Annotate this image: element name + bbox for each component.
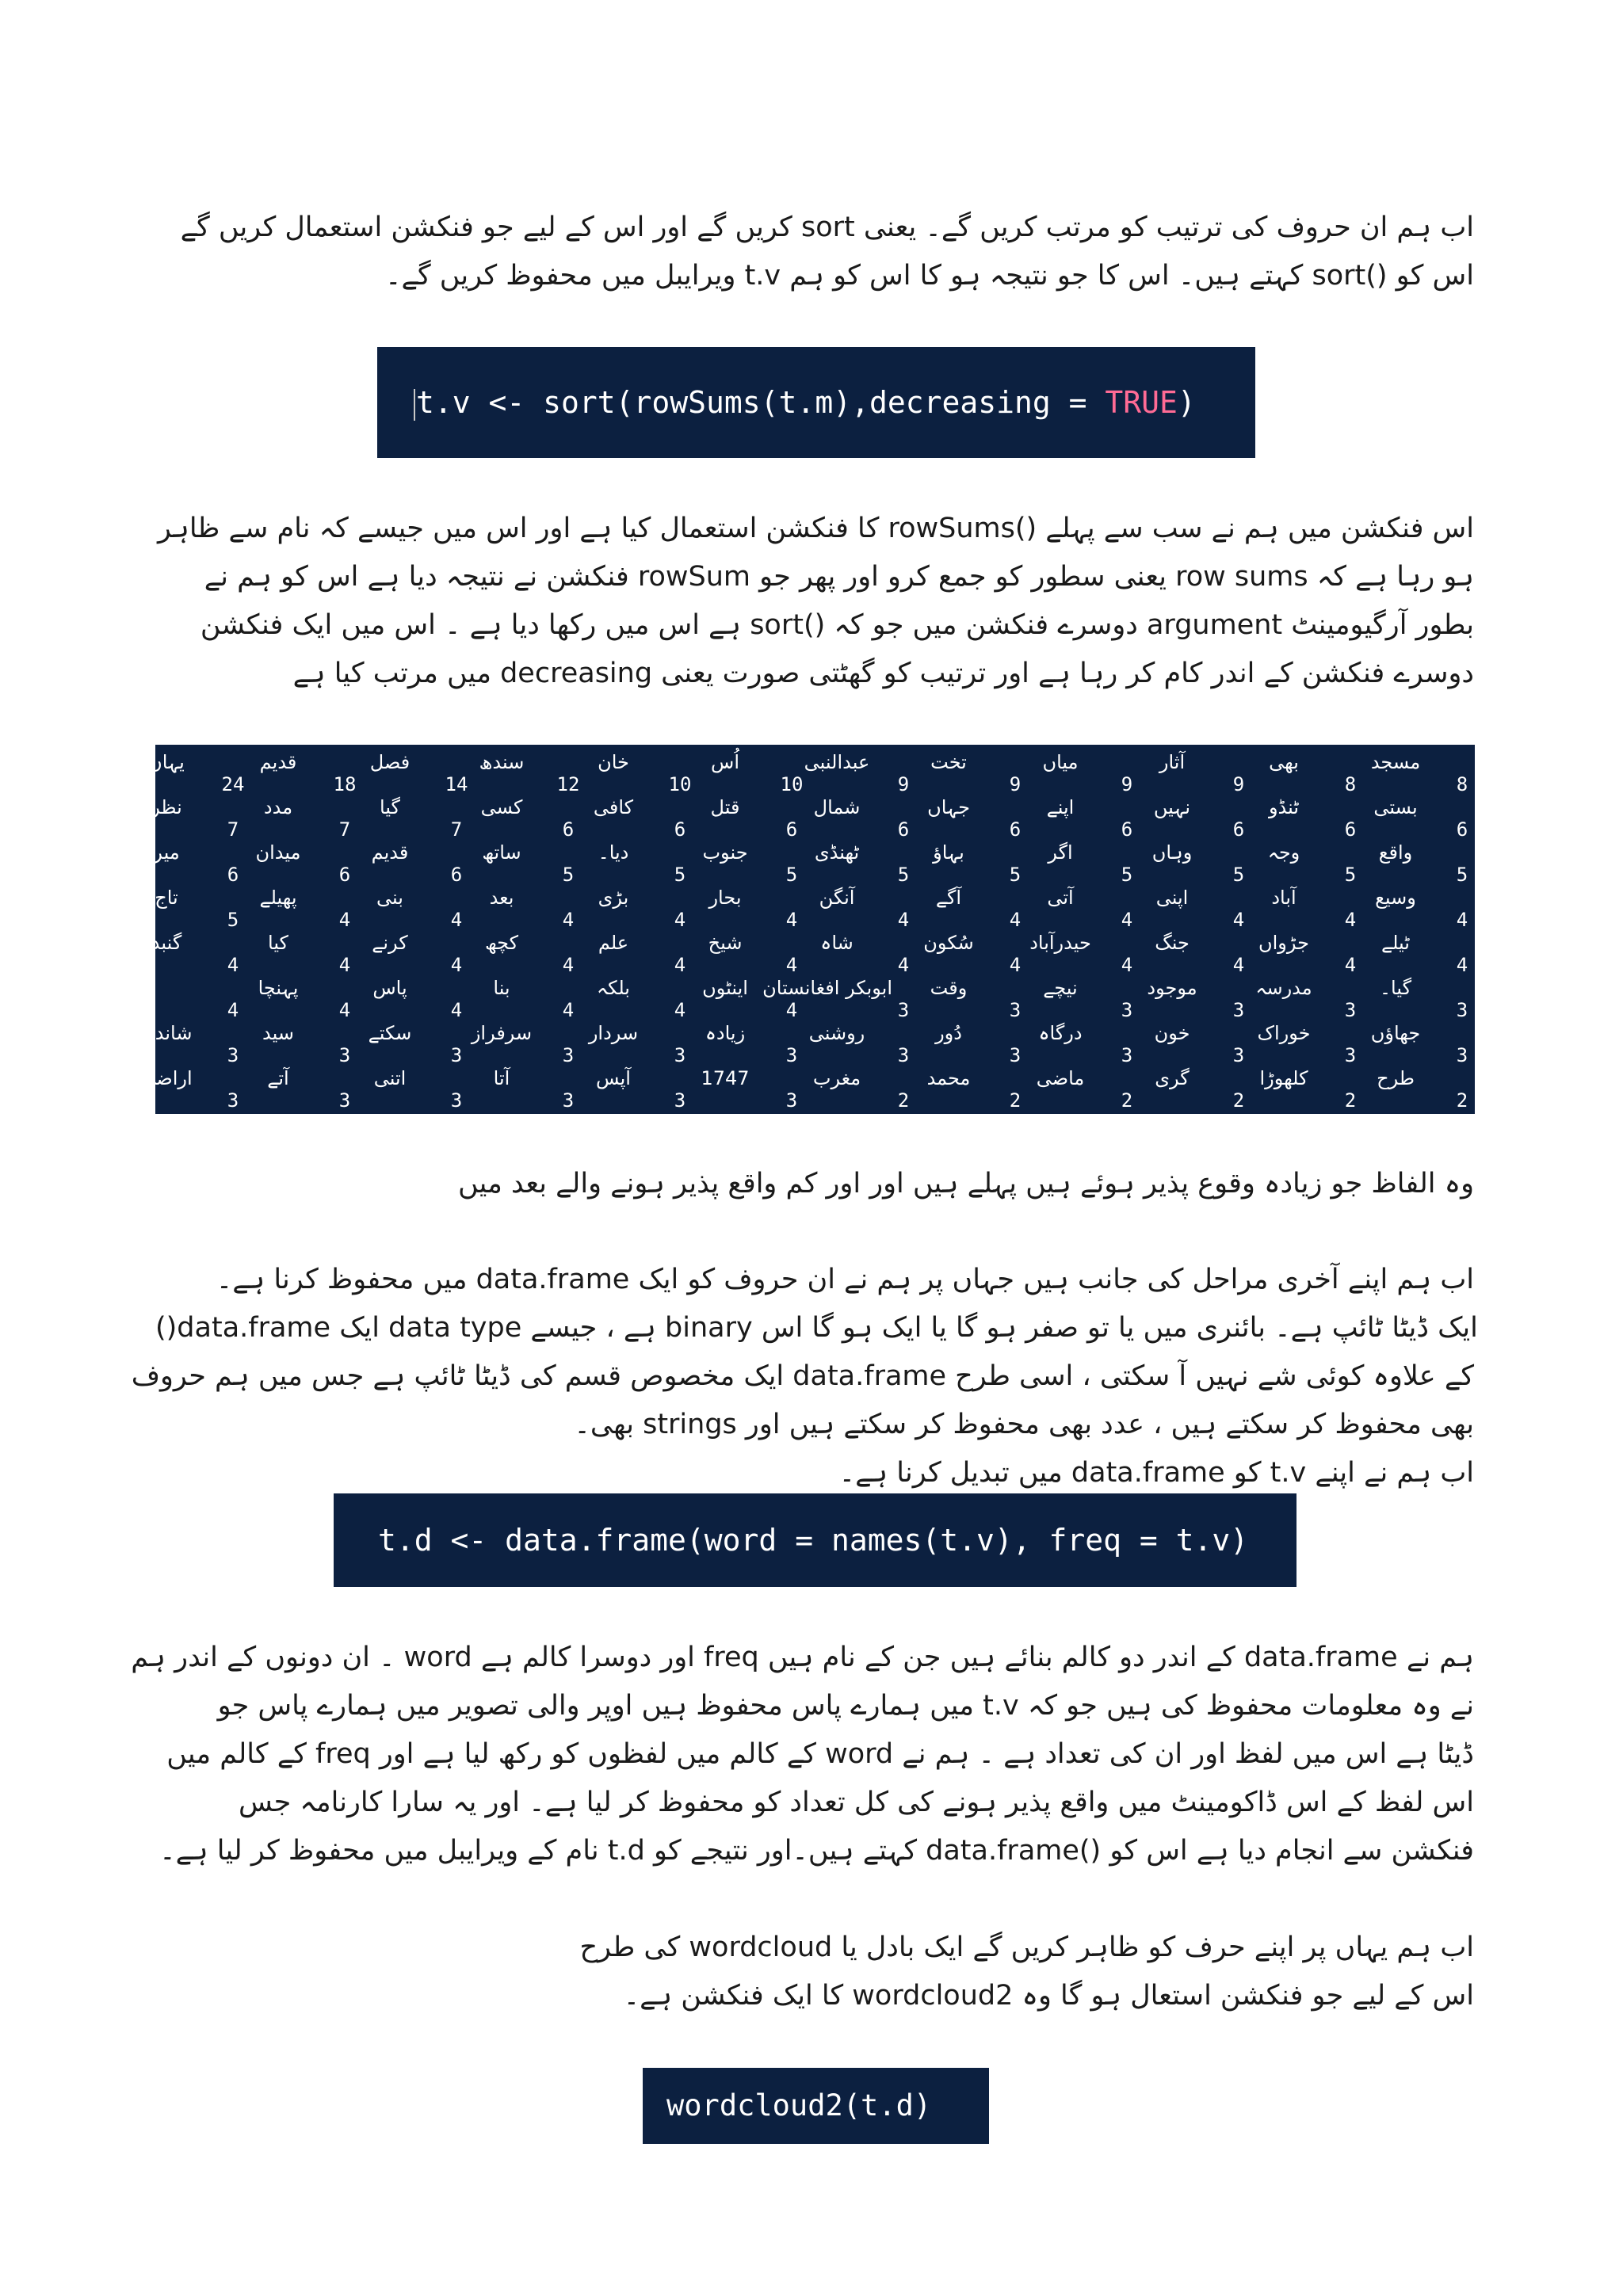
table-count: 2	[1009, 1089, 1022, 1112]
table-word: بلکہ	[597, 977, 630, 999]
code-text: )	[1177, 385, 1196, 420]
text-line: اس فنکشن میں ہم نے سب سے پہلے ()rowSums کا فنکشن استعمال کیا ہے اور اس میں جیسے کہ نام سے ظاہر	[158, 513, 1474, 544]
table-word: اگر	[1048, 841, 1073, 864]
table-count: 3	[562, 1089, 575, 1112]
table-count: 4	[450, 909, 463, 931]
table-count: 4	[227, 999, 239, 1021]
text-line: ہم نے data.frame کے اندر دو کالم بنائے ہیں جن کے نام ہیں freq اور دوسرا کالم ہے word ۔ ان دونوں کے اندر ہم	[131, 1642, 1474, 1673]
table-word: خون	[1154, 1022, 1190, 1044]
table-word: بحار	[708, 887, 742, 909]
table-count: 3	[1232, 1044, 1245, 1066]
code-block-sort	[377, 347, 1255, 458]
table-count: 3	[338, 1044, 351, 1066]
table-count: 9	[1009, 773, 1022, 795]
code-keyword: TRUE	[1105, 385, 1178, 420]
table-word: کافی	[593, 796, 634, 818]
table-word: بستی	[1373, 796, 1418, 818]
table-count: 5	[562, 864, 575, 886]
table-word: درگاہ	[1038, 1022, 1083, 1044]
text-line: اس کے لیے جو فنکشن استعال ہو گا وہ wordcloud2 کا ایک فنکشن ہے۔	[623, 1980, 1474, 2012]
table-count: 4	[1121, 909, 1133, 931]
table-word: آگے	[935, 887, 962, 909]
table-word: آتی	[1047, 887, 1074, 909]
text-line: وہ الفاظ جو زیادہ وقوع پذیر ہوئے ہیں پہلے ہیں اور اور کم واقع پذیر ہونے والے بعد میں	[457, 1168, 1474, 1199]
table-count: 4	[450, 954, 463, 976]
table-count: 3	[1009, 1044, 1022, 1066]
table-count: 3	[338, 1089, 351, 1112]
table-word: قتل	[710, 796, 740, 818]
text-line: دوسرے فنکشن کے اندر کام کر رہا ہے اور ترتیب کو گھٹتی صورت یعنی decreasing میں مرتب کیا ہے	[292, 658, 1474, 689]
text-line: فنکشن سے انجام دیا ہے اس کو ()data.frame کہتے ہیں۔اور نتیجے کو t.d نام کے ویرایبل میں محفوظ کر لیا ہے۔	[159, 1835, 1474, 1867]
table-word: ماضی	[1036, 1067, 1085, 1089]
table-count: 10	[668, 773, 692, 795]
table-word: سردار	[588, 1022, 639, 1044]
table-word: عبدالنبی	[804, 751, 870, 773]
table-count: 9	[1121, 773, 1133, 795]
table-row	[140, 1066, 1475, 1112]
table-count: 2	[1456, 1089, 1468, 1112]
table-count: 5	[785, 864, 798, 886]
table-word: جڑواں	[1258, 932, 1309, 954]
table-count: 7	[338, 818, 351, 841]
table-word: دُور	[935, 1022, 962, 1044]
code-block-data-frame	[334, 1493, 1296, 1587]
table-word: بنی	[376, 887, 403, 909]
paragraph-rowsums-explanation	[155, 505, 1474, 698]
table-count: 3	[1344, 999, 1357, 1021]
table-word: بنا	[493, 977, 510, 999]
table-count: 5	[1232, 864, 1245, 886]
table-word: حیدرآباد	[1029, 932, 1091, 954]
paragraph-wordcloud-intro	[155, 1924, 1474, 2020]
text-line: اس کو ()sort کہتے ہیں۔ اس کا جو نتیجہ ہو کا اس کو ہم t.v ویرایبل میں محفوظ کریں گے۔	[384, 260, 1474, 292]
table-count: 4	[897, 954, 910, 976]
table-count: 12	[556, 773, 580, 795]
table-count: 4	[1232, 954, 1245, 976]
table-word: فصل	[369, 751, 411, 773]
table-count: 7	[227, 818, 239, 841]
table-count: 4	[785, 909, 798, 931]
table-count: 4	[674, 909, 686, 931]
table-count: 6	[1009, 818, 1022, 841]
table-word: سید	[262, 1022, 294, 1044]
table-word: طرح	[1377, 1067, 1415, 1089]
table-count: 4	[1344, 909, 1357, 931]
word-frequency-output-image	[140, 745, 1475, 1114]
table-count: 3	[227, 1089, 239, 1112]
table-count: 4	[897, 909, 910, 931]
table-word: قدیم	[259, 751, 297, 773]
table-word: وسیع	[1375, 887, 1416, 909]
table-word: اُس	[711, 751, 739, 773]
table-word: مغرب	[812, 1067, 861, 1089]
table-count: 6	[338, 864, 351, 886]
table-word: گنبد	[151, 932, 182, 954]
table-count: 5	[1344, 864, 1357, 886]
table-count: 3	[1344, 1044, 1357, 1066]
table-count: 5	[227, 909, 239, 931]
code-text: t.d <- data.frame(word = names(t.v), freq = t.v)	[378, 1523, 1249, 1558]
table-count: 14	[445, 773, 468, 795]
table-word: واقع	[1378, 841, 1413, 864]
table-word: نظر	[151, 796, 182, 818]
table-count: 3	[1121, 1044, 1133, 1066]
table-word: دیا۔	[598, 841, 629, 864]
table-count: 9	[1232, 773, 1245, 795]
table-count: 4	[785, 999, 798, 1021]
table-count: 4	[1344, 954, 1357, 976]
table-word: نہیں	[1153, 796, 1191, 818]
table-count: 2	[1232, 1089, 1245, 1112]
table-count: 8	[1456, 773, 1468, 795]
table-word: آنگن	[819, 887, 855, 909]
table-word: شاندار	[140, 1022, 193, 1044]
text-line: اب ہم یہاں پر اپنے حرف کو ظاہر کریں گے ایک بادل یا wordcloud کی طرح	[579, 1932, 1474, 1963]
table-count: 6	[1232, 818, 1245, 841]
table-count: 6	[1121, 818, 1133, 841]
table-count: 3	[1232, 999, 1245, 1021]
table-count: 4	[338, 999, 351, 1021]
text-line: بھی محفوظ کر سکتے ہیں ، عدد بھی محفوظ کر سکتے ہیں اور strings بھی۔	[574, 1409, 1474, 1440]
table-word: جہاں	[927, 796, 970, 818]
table-count: 5	[1121, 864, 1133, 886]
table-word: علم	[598, 932, 629, 954]
table-word: آثار	[1159, 751, 1186, 773]
table-word: جھاؤں	[1370, 1022, 1421, 1044]
table-word: پھیلے	[259, 887, 297, 909]
table-row	[151, 930, 1475, 976]
table-count: 6	[897, 818, 910, 841]
text-line: کے علاوہ کوئی شے نہیں آ سکتی ، اسی طرح data.frame ایک مخصوص قسم کی ڈیٹا ٹائپ ہے جس میں ہم حروف	[131, 1360, 1474, 1392]
table-count: 5	[897, 864, 910, 886]
table-word: گری	[1155, 1067, 1190, 1089]
table-word: گیا۔	[1379, 977, 1412, 999]
table-count: 3	[562, 1044, 575, 1066]
table-count: 4	[1121, 954, 1133, 976]
table-word: سُکون	[923, 932, 974, 954]
code-block-wordcloud	[643, 2068, 989, 2144]
table-word: ٹھنڈی	[814, 841, 860, 864]
table-word: پہنچا	[258, 977, 299, 999]
table-count: 3	[674, 1089, 686, 1112]
table-word: کرنے	[372, 932, 408, 954]
table-count: 6	[1344, 818, 1357, 841]
table-count: 4	[227, 954, 239, 976]
table-count: 2	[1344, 1089, 1357, 1112]
table-word: مدد	[263, 796, 293, 818]
table-count: 10	[780, 773, 804, 795]
code-text: t.v <- sort(rowSums(t.m),decreasing =	[416, 385, 1106, 420]
table-word: 1747	[701, 1067, 750, 1089]
table-word: موجود	[1147, 977, 1197, 999]
paragraph-data-frame-explanation	[131, 1634, 1474, 1875]
text-line: اس لفظ کے اس ڈاکومینٹ میں واقع پذیر ہونے کی کل تعداد کو محفوظ کر لیا ہے۔ اور یہ سارا کارنامہ جس	[238, 1787, 1474, 1818]
table-word: مدرسہ	[1255, 977, 1312, 999]
table-count: 2	[1121, 1089, 1133, 1112]
table-word: آباد	[1271, 887, 1296, 909]
table-count: 4	[674, 954, 686, 976]
table-count: 4	[1009, 954, 1022, 976]
table-count: 5	[1009, 864, 1022, 886]
table-row	[155, 975, 1475, 1021]
table-word: خوراک	[1257, 1022, 1311, 1044]
table-word: وہاں	[1151, 841, 1193, 864]
paragraph-sort-intro	[155, 204, 1474, 300]
table-count: 3	[1121, 999, 1133, 1021]
table-word: یہاں	[148, 751, 185, 773]
table-word: زیادہ	[705, 1022, 746, 1044]
table-word: سرفراز	[471, 1022, 533, 1044]
table-word: کیا	[268, 932, 288, 954]
table-count: 6	[450, 864, 463, 886]
table-count: 18	[333, 773, 357, 795]
text-line: اب ہم اپنے آخری مراحل کی جانب ہیں جہاں پر ہم نے ان حروف کو ایک data.frame میں محفوظ کرنا ہے۔	[216, 1264, 1474, 1295]
table-count: 3	[450, 1044, 463, 1066]
text-line: اب ہم ان حروف کی ترتیب کو مرتب کریں گے۔ یعنی sort کریں گے اور اس کے لیے جو فنکشن استعمال کریں گے	[180, 212, 1474, 243]
text-line: ہو رہا ہے کہ row sums یعنی سطور کو جمع کرو اور پھر جو rowSum فنکشن نے نتیجہ دیا ہے اس کو ہم نے	[204, 561, 1474, 593]
table-word: پاس	[372, 977, 407, 999]
table-count: 4	[338, 909, 351, 931]
table-word: بعد	[489, 887, 514, 909]
table-row	[140, 1020, 1475, 1066]
table-word: کچھ	[484, 932, 519, 954]
text-cursor	[414, 389, 415, 421]
table-word: قدیم	[371, 841, 409, 864]
table-word: آتے	[267, 1067, 289, 1089]
table-count: 6	[227, 864, 239, 886]
text-line: بطور آرگیومینٹ argument دوسرے فنکشن میں جو کہ ()sort ہے اس میں رکھا دیا ہے ۔ اس میں ایک فنکشن	[200, 609, 1474, 641]
table-row	[151, 795, 1475, 841]
table-word: تاج	[155, 887, 178, 909]
table-word: سکتے	[368, 1022, 412, 1044]
table-count: 7	[450, 818, 463, 841]
table-count: 4	[450, 999, 463, 1021]
table-count: 24	[221, 773, 245, 795]
table-word: جنوب	[702, 841, 748, 864]
code-text: wordcloud2(t.d)	[666, 2088, 932, 2122]
table-word: محمد	[926, 1067, 971, 1089]
table-word: آپس	[596, 1067, 631, 1089]
table-word: اپنے	[1046, 796, 1075, 818]
table-count: 4	[562, 999, 575, 1021]
table-word: ابوبکر افغانستان	[762, 977, 892, 999]
table-row	[155, 840, 1475, 886]
table-count: 5	[1456, 864, 1468, 886]
table-count: 4	[1456, 909, 1468, 931]
table-count: 3	[897, 1044, 910, 1066]
table-count: 3	[674, 1044, 686, 1066]
table-word: سندھ	[479, 751, 525, 773]
table-word: گیا	[380, 796, 400, 818]
table-count: 8	[1344, 773, 1357, 795]
text-line: ڈیٹا ہے اس میں لفظ اور ان کی تعداد ہے ۔ ہم نے word کے کالم میں لفظوں کو رکھ لیا ہے اور freq کے کالم میں	[166, 1738, 1474, 1770]
table-word: اتنی	[373, 1067, 407, 1089]
table-count: 6	[1456, 818, 1468, 841]
table-word: میر	[153, 841, 180, 864]
table-count: 4	[674, 999, 686, 1021]
table-word: وقت	[930, 977, 968, 999]
table-row	[155, 885, 1475, 931]
table-count: 6	[674, 818, 686, 841]
table-word: میدان	[255, 841, 301, 864]
table-word: ساتھ	[482, 841, 521, 864]
table-word: بڑی	[598, 887, 629, 909]
table-word: ٹیلے	[1381, 932, 1410, 954]
text-line: ()data.frame ایک data type ہے ، جیسے binary ایک ڈیٹا ٹائپ ہے۔ بائنری میں یا تو صفر ہو گا یا ایک ہو گا اس	[155, 1312, 1478, 1344]
table-word: اپنی	[1155, 887, 1189, 909]
table-word: خان	[598, 751, 629, 773]
table-word: تخت	[930, 751, 967, 773]
paragraph-order-note	[155, 1160, 1474, 1208]
table-word: بھی	[1269, 751, 1299, 773]
table-count: 6	[562, 818, 575, 841]
table-count: 4	[338, 954, 351, 976]
table-word: اراضی	[140, 1067, 193, 1089]
table-word: کسی	[480, 796, 523, 818]
table-count: 5	[674, 864, 686, 886]
table-count: 4	[1009, 909, 1022, 931]
table-count: 4	[1456, 954, 1468, 976]
table-word: مسجد	[1370, 751, 1421, 773]
table-word: ٹنڈو	[1268, 796, 1300, 818]
table-word: شیخ	[708, 932, 743, 954]
table-count: 3	[227, 1044, 239, 1066]
table-count: 3	[785, 1044, 798, 1066]
table-count: 3	[450, 1089, 463, 1112]
table-count: 6	[785, 818, 798, 841]
table-count: 3	[897, 999, 910, 1021]
table-word: جنگ	[1155, 932, 1190, 954]
table-count: 4	[562, 954, 575, 976]
table-word: وجہ	[1267, 841, 1300, 864]
table-count: 9	[897, 773, 910, 795]
table-word: آتا	[493, 1067, 510, 1089]
table-word: کلھوڑا	[1259, 1067, 1308, 1089]
table-count: 3	[785, 1089, 798, 1112]
text-line: نے وہ معلومات محفوظ کی ہیں جو کہ t.v میں ہمارے پاس محفوظ ہیں اوپر والی تصویر میں ہمارے پاس جو	[217, 1690, 1474, 1722]
table-count: 3	[1009, 999, 1022, 1021]
table-word: شمال	[813, 796, 861, 818]
table-count: 3	[1456, 999, 1468, 1021]
table-word: میاں	[1042, 751, 1079, 773]
paragraph-data-frame-intro	[131, 1256, 1478, 1497]
table-word: شاہ	[820, 932, 854, 954]
table-word: بہاؤ	[933, 841, 964, 864]
text-line: اب ہم نے اپنے t.v کو data.frame میں تبدیل کرنا ہے۔	[838, 1457, 1474, 1489]
table-word: روشنی	[808, 1022, 865, 1044]
table-word: نیچے	[1043, 977, 1078, 999]
table-row	[148, 749, 1475, 795]
table-count: 4	[1232, 909, 1245, 931]
table-word: اینٹوں	[702, 977, 748, 999]
table-count: 4	[562, 909, 575, 931]
table-count: 2	[897, 1089, 910, 1112]
table-count: 3	[1456, 1044, 1468, 1066]
table-count: 4	[785, 954, 798, 976]
